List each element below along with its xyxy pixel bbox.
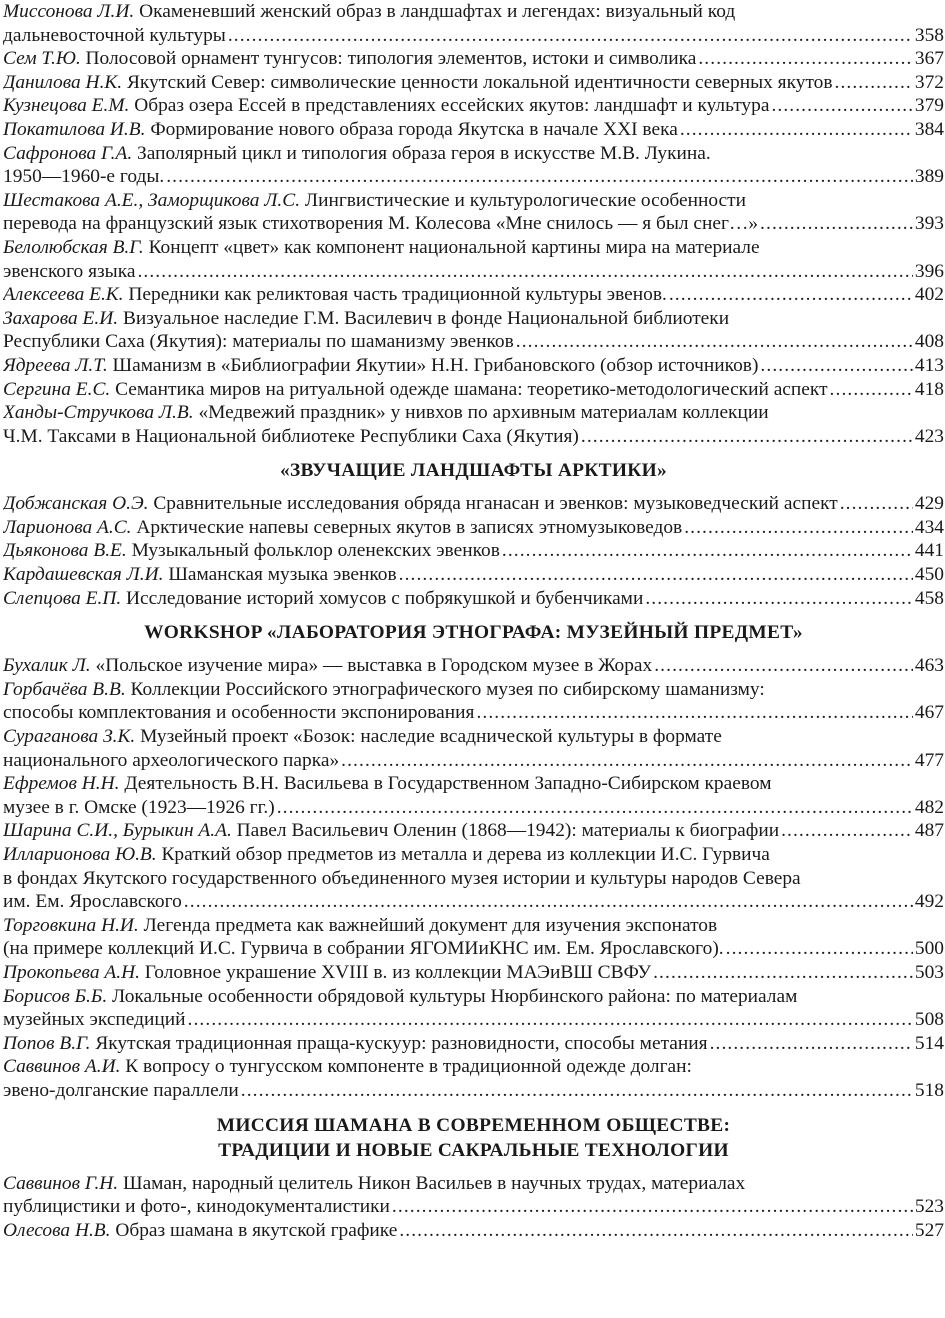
toc-entry-line xyxy=(3,47,944,71)
entry-title: Якутская традиционная праща-кускуур: разновидности, способы метания xyxy=(95,1032,708,1054)
page-number: 450 xyxy=(914,564,944,586)
toc-entry xyxy=(3,0,944,47)
page-number: 458 xyxy=(914,587,944,609)
toc-entry-line xyxy=(3,354,944,378)
entry-author: Сафронова Г.А. xyxy=(3,142,133,164)
dot-leader xyxy=(771,94,912,118)
entry-text-wrap xyxy=(3,212,758,236)
toc-entry xyxy=(3,118,944,142)
toc-entry-line xyxy=(3,985,944,1009)
toc-entry-line xyxy=(3,212,944,236)
page-number: 358 xyxy=(914,24,944,46)
entry-author: Слепцова Е.П. xyxy=(3,587,122,609)
entry-author: Саввинов А.И. xyxy=(3,1056,121,1078)
toc-entry-line xyxy=(3,142,944,166)
entry-text-wrap xyxy=(3,844,770,865)
dot-leader xyxy=(835,71,913,95)
toc-entry-line xyxy=(3,118,944,142)
entry-text-wrap xyxy=(3,819,779,843)
entry-text-wrap xyxy=(3,425,579,449)
entry-title: К вопросу о тунгусском компоненте в традиционной одежде долган: xyxy=(125,1056,692,1078)
toc-entry-line xyxy=(3,587,944,611)
entry-title: Ч.М. Таксами в Национальной библиотеке Республики Саха (Якутия) xyxy=(3,425,579,447)
table-of-contents xyxy=(3,0,944,1242)
section-heading xyxy=(3,458,944,483)
toc-entry xyxy=(3,819,944,843)
entry-author: Покатилова И.В. xyxy=(3,118,146,140)
toc-entry-line xyxy=(3,937,944,961)
page-number: 413 xyxy=(914,354,944,376)
dot-leader xyxy=(399,563,913,587)
entry-title: эвенского языка xyxy=(3,260,136,282)
entry-author: Сем Т.Ю. xyxy=(3,48,81,70)
dot-leader xyxy=(184,890,913,914)
entry-text-wrap xyxy=(3,1079,239,1103)
toc-entry-line xyxy=(3,71,944,95)
entry-title: Шаманизм в «Библиографии Якутии» Н.Н. Грибановского (обзор источников) xyxy=(112,354,759,376)
dot-leader xyxy=(188,1008,913,1032)
entry-title: Полосовой орнамент тунгусов: типология элементов, истоки и символика xyxy=(85,48,697,70)
entry-title: «Польское изучение мира» — выставка в Городском музее в Жорах xyxy=(95,655,653,677)
entry-author: Миссонова Л.И. xyxy=(3,1,135,22)
entry-author: Данилова Н.К. xyxy=(3,71,123,93)
entry-text-wrap xyxy=(3,773,771,794)
entry-title: перевода на французский язык стихотворения М. Колесова «Мне снилось — я был снег…» xyxy=(3,213,759,235)
dot-leader xyxy=(277,796,913,820)
section-heading xyxy=(3,620,944,645)
entry-text-wrap xyxy=(3,190,746,211)
entry-author: Попов В.Г. xyxy=(3,1032,91,1054)
toc-entry xyxy=(3,94,944,118)
dot-leader xyxy=(653,961,913,985)
dot-leader xyxy=(680,118,913,142)
toc-entry-line xyxy=(3,1079,944,1103)
toc-entry-line xyxy=(3,914,944,938)
toc-entry-line xyxy=(3,701,944,725)
entry-title: «Медвежий праздник» у нивхов по архивным материалам коллекции xyxy=(198,402,769,424)
toc-entry xyxy=(3,678,944,725)
toc-entry xyxy=(3,142,944,189)
entry-author: Ядреева Л.Т. xyxy=(3,354,108,376)
page-number: 503 xyxy=(914,961,944,983)
entry-text-wrap xyxy=(3,539,500,563)
toc-entry-line xyxy=(3,1032,944,1056)
page-number: 514 xyxy=(914,1032,944,1054)
entry-title: Якутский Север: символические ценности локальной идентичности северных якутов xyxy=(127,71,833,93)
page-number: 402 xyxy=(914,284,944,306)
page-number: 508 xyxy=(914,1009,944,1031)
page-number: 518 xyxy=(914,1079,944,1101)
dot-leader xyxy=(399,1219,913,1243)
page-number: 367 xyxy=(914,48,944,70)
toc-entry xyxy=(3,401,944,448)
entry-text-wrap xyxy=(3,937,724,961)
entry-text-wrap xyxy=(3,749,339,773)
page-number: 384 xyxy=(914,118,944,140)
toc-entry-line xyxy=(3,283,944,307)
toc-entry xyxy=(3,654,944,678)
toc-entry xyxy=(3,1032,944,1056)
entry-author: Сергина Е.С. xyxy=(3,378,111,400)
dot-leader xyxy=(516,330,913,354)
toc-entry-line xyxy=(3,1172,944,1196)
entry-text-wrap xyxy=(3,587,643,611)
dot-leader xyxy=(760,354,912,378)
dot-leader xyxy=(654,654,913,678)
entry-title: музее в г. Омске (1923—1926 гг.) xyxy=(3,796,275,818)
entry-text-wrap xyxy=(3,961,651,985)
entry-author: Кардашевская Л.И. xyxy=(3,564,164,586)
toc-entry xyxy=(3,378,944,402)
section-heading-line: МИССИЯ ШАМАНА В СОВРЕМЕННОМ ОБЩЕСТВЕ: xyxy=(216,1114,731,1136)
entry-title: Окаменевший женский образ в ландшафтах и легендах: визуальный код xyxy=(139,1,736,22)
entry-text-wrap xyxy=(3,726,722,747)
toc-entry xyxy=(3,283,944,307)
dot-leader xyxy=(710,1032,913,1056)
toc-entry-line xyxy=(3,819,944,843)
entry-author: Добжанская О.Э. xyxy=(3,493,149,515)
dot-leader xyxy=(502,539,913,563)
entry-text-wrap xyxy=(3,890,182,914)
toc-entry xyxy=(3,1172,944,1219)
entry-text-wrap xyxy=(3,402,769,423)
page-number: 393 xyxy=(914,213,944,235)
dot-leader xyxy=(476,701,912,725)
entry-text-wrap xyxy=(3,94,769,118)
entry-text-wrap xyxy=(3,1195,390,1219)
toc-entry xyxy=(3,516,944,540)
dot-leader xyxy=(726,937,913,961)
toc-entry-line xyxy=(3,749,944,773)
toc-entry xyxy=(3,961,944,985)
entry-author: Горбачёва В.В. xyxy=(3,678,126,700)
entry-author: Захарова Е.И. xyxy=(3,307,119,329)
toc-entry-line xyxy=(3,890,944,914)
entry-title: 1950—1960-е годы. xyxy=(3,166,165,188)
page-number: 434 xyxy=(914,516,944,538)
entry-title: Шаманская музыка эвенков xyxy=(168,564,397,586)
dot-leader xyxy=(228,24,913,48)
entry-author: Илларионова Ю.В. xyxy=(3,844,157,865)
entry-title: музейных экспедиций xyxy=(3,1009,186,1031)
entry-title: Коллекции Российского этнографического музея по сибирскому шаманизму: xyxy=(130,678,765,700)
entry-title: Республики Саха (Якутия): материалы по шаманизму эвенков xyxy=(3,331,514,353)
entry-title: Арктические напевы северных якутов в записях этномузыковедов xyxy=(136,516,683,538)
entry-text-wrap xyxy=(3,796,275,820)
toc-entry-line xyxy=(3,772,944,796)
section-heading-line: «ЗВУЧАЩИЕ ЛАНДШАФТЫ АРКТИКИ» xyxy=(279,460,668,482)
toc-entry xyxy=(3,1055,944,1102)
entry-text-wrap xyxy=(3,71,833,95)
entry-text-wrap xyxy=(3,118,678,142)
entry-title: Концепт «цвет» как компонент национальной картины мира на материале xyxy=(148,236,760,258)
entry-title: Легенда предмета как важнейший документ для изучения экспонатов xyxy=(143,914,718,936)
dot-leader xyxy=(669,283,913,307)
toc-entry-line xyxy=(3,961,944,985)
toc-entry-line xyxy=(3,425,944,449)
toc-entry xyxy=(3,189,944,236)
toc-entry-line xyxy=(3,867,944,891)
dot-leader xyxy=(840,492,913,516)
entry-text-wrap xyxy=(3,237,760,258)
toc-entry-line xyxy=(3,165,944,189)
entry-title: Заполярный цикл и типология образа героя в искусстве М.В. Лукина. xyxy=(137,142,711,164)
toc-entry xyxy=(3,772,944,819)
toc-entry-line xyxy=(3,563,944,587)
entry-text-wrap xyxy=(3,330,514,354)
toc-entry xyxy=(3,985,944,1032)
toc-entry xyxy=(3,354,944,378)
entry-text-wrap xyxy=(3,654,652,678)
dot-leader xyxy=(241,1079,913,1103)
toc-entry-line xyxy=(3,539,944,563)
entry-text-wrap xyxy=(3,915,717,936)
entry-text-wrap xyxy=(3,378,828,402)
entry-text-wrap xyxy=(3,679,765,700)
entry-title: Образ шамана в якутской графике xyxy=(115,1219,398,1241)
toc-entry-line xyxy=(3,260,944,284)
toc-entry-line xyxy=(3,654,944,678)
entry-title: дальневосточной культуры xyxy=(3,24,226,46)
entry-text-wrap xyxy=(3,260,135,284)
entry-text-wrap xyxy=(3,701,474,725)
page-number: 396 xyxy=(914,260,944,282)
entry-author: Дьяконова В.Е. xyxy=(3,540,127,562)
page-number: 477 xyxy=(914,749,944,771)
toc-entry xyxy=(3,71,944,95)
dot-leader xyxy=(830,378,913,402)
entry-title: Музыкальный фольклор оленекских эвенков xyxy=(131,540,500,562)
entry-text-wrap xyxy=(3,1173,745,1194)
toc-entry xyxy=(3,492,944,516)
entry-author: Борисов Б.Б. xyxy=(3,985,108,1007)
toc-entry xyxy=(3,843,944,914)
entry-author: Шестакова А.Е., Заморщикова Л.С. xyxy=(3,189,301,211)
entry-title: (на примере коллекций И.С. Гурвича в собрании ЯГОМИиКНС им. Ем. Ярославского). xyxy=(3,938,724,960)
toc-entry xyxy=(3,587,944,611)
entry-title: Визуальное наследие Г.М. Василевич в фонде Национальной библиотеки xyxy=(122,307,730,329)
dot-leader xyxy=(645,587,913,611)
toc-entry-line xyxy=(3,94,944,118)
page-number: 379 xyxy=(914,95,944,117)
dot-leader xyxy=(684,516,913,540)
toc-entry-line xyxy=(3,236,944,260)
toc-entry-line xyxy=(3,401,944,425)
toc-entry xyxy=(3,307,944,354)
entry-text-wrap xyxy=(3,1,735,22)
toc-entry-line xyxy=(3,24,944,48)
toc-entry-line xyxy=(3,678,944,702)
toc-entry-line xyxy=(3,330,944,354)
entry-text-wrap xyxy=(3,165,164,189)
entry-title: им. Ем. Ярославского xyxy=(3,891,182,913)
dot-leader xyxy=(760,212,913,236)
toc-entry-line xyxy=(3,1219,944,1243)
entry-author: Шарина С.И., Бурыкин А.А. xyxy=(3,820,232,842)
entry-author: Саввинов Г.Н. xyxy=(3,1172,119,1194)
toc-entry-line xyxy=(3,0,944,24)
toc-entry-line xyxy=(3,492,944,516)
entry-text-wrap xyxy=(3,283,667,307)
dot-leader xyxy=(341,749,913,773)
entry-text-wrap xyxy=(3,1008,186,1032)
entry-title: Краткий обзор предметов из металла и дерева из коллекции И.С. Гурвича xyxy=(161,844,770,865)
toc-entry xyxy=(3,539,944,563)
entry-title: публицистики и фото-, кинодокументалистики xyxy=(3,1196,390,1218)
entry-title: Сравнительные исследования обряда нганасан и эвенков: музыковедческий аспект xyxy=(153,493,838,515)
section-heading xyxy=(3,1113,944,1163)
entry-title: Павел Васильевич Оленин (1868—1942): материалы к биографии xyxy=(236,820,780,842)
page-number: 441 xyxy=(914,540,944,562)
page-number: 418 xyxy=(914,378,944,400)
dot-leader xyxy=(392,1195,913,1219)
entry-author: Олесова Н.В. xyxy=(3,1219,111,1241)
entry-author: Бухалик Л. xyxy=(3,655,91,677)
page-number: 500 xyxy=(914,938,944,960)
toc-entry-line xyxy=(3,725,944,749)
dot-leader xyxy=(137,260,912,284)
toc-entry-line xyxy=(3,1055,944,1079)
entry-author: Алексеева Е.К. xyxy=(3,284,124,306)
section-heading-line: ТРАДИЦИИ И НОВЫЕ САКРАЛЬНЫЕ ТЕХНОЛОГИИ xyxy=(218,1139,729,1161)
entry-author: Ларионова А.С. xyxy=(3,516,132,538)
page-number: 463 xyxy=(914,655,944,677)
entry-title: Шаман, народный целитель Никон Васильев в научных трудах, материалах xyxy=(123,1172,746,1194)
toc-entry-line xyxy=(3,843,944,867)
entry-text-wrap xyxy=(3,308,729,329)
entry-title: в фондах Якутского государственного объединенного музея истории и культуры народов Севера xyxy=(3,867,801,889)
page-number: 467 xyxy=(914,702,944,724)
entry-text-wrap xyxy=(3,1032,708,1056)
entry-author: Белолюбская В.Г. xyxy=(3,236,144,258)
dot-leader xyxy=(781,819,913,843)
entry-title: Образ озера Ессей в представлениях ессейских якутов: ландшафт и культура xyxy=(134,95,770,117)
toc-entry-line xyxy=(3,189,944,213)
entry-text-wrap xyxy=(3,47,696,71)
entry-title: Передники как реликтовая часть традиционной культуры эвенов. xyxy=(128,284,667,306)
toc-entry-line xyxy=(3,796,944,820)
page-number: 372 xyxy=(914,71,944,93)
dot-leader xyxy=(581,425,913,449)
toc-entry-line xyxy=(3,1195,944,1219)
toc-entry xyxy=(3,1219,944,1243)
toc-entry-line xyxy=(3,307,944,331)
entry-text-wrap xyxy=(3,492,838,516)
entry-title: Формирование нового образа города Якутска в начале XXI века xyxy=(150,118,678,140)
entry-title: Лингвистические и культурологические особенности xyxy=(304,189,747,211)
entry-text-wrap xyxy=(3,24,226,48)
page-number: 482 xyxy=(914,796,944,818)
dot-leader xyxy=(166,165,913,189)
entry-text-wrap xyxy=(3,1056,692,1077)
entry-author: Сураганова З.К. xyxy=(3,726,136,748)
toc-entry-line xyxy=(3,1008,944,1032)
page-number: 429 xyxy=(914,493,944,515)
entry-title: Локальные особенности обрядовой культуры Нюрбинского района: по материалам xyxy=(112,985,798,1007)
toc-entry xyxy=(3,563,944,587)
page-number: 527 xyxy=(914,1219,944,1241)
entry-title: эвено-долганские параллели xyxy=(3,1079,239,1101)
toc-entry xyxy=(3,725,944,772)
dot-leader xyxy=(698,47,913,71)
entry-title: Семантика миров на ритуальной одежде шамана: теоретико-методологический аспект xyxy=(115,378,828,400)
entry-text-wrap xyxy=(3,563,397,587)
section-heading-line: WORKSHOP «ЛАБОРАТОРИЯ ЭТНОГРАФА: МУЗЕЙНЫЙ ПРЕДМЕТ» xyxy=(144,622,803,644)
entry-text-wrap xyxy=(3,354,758,378)
entry-text-wrap xyxy=(3,516,682,540)
entry-author: Кузнецова Е.М. xyxy=(3,95,130,117)
entry-author: Ханды-Стручкова Л.В. xyxy=(3,402,194,424)
entry-text-wrap xyxy=(3,143,711,164)
entry-title: Деятельность В.Н. Васильева в Государственном Западно-Сибирском краевом xyxy=(124,773,772,795)
entry-text-wrap xyxy=(3,868,801,889)
page-number: 423 xyxy=(914,425,944,447)
entry-title: Музейный проект «Бозок: наследие всаднической культуры в формате xyxy=(140,726,722,748)
entry-title: национального археологического парка» xyxy=(3,749,340,771)
toc-entry-line xyxy=(3,516,944,540)
toc-entry-line xyxy=(3,378,944,402)
entry-title: способы комплектования и особенности экспонирования xyxy=(3,702,475,724)
entry-title: Головное украшение XVIII в. из коллекции МАЭиВШ СВФУ xyxy=(144,961,652,983)
page-number: 487 xyxy=(914,820,944,842)
entry-title: Исследование историй хомусов с побрякушкой и бубенчиками xyxy=(126,587,644,609)
page-number: 492 xyxy=(914,891,944,913)
entry-text-wrap xyxy=(3,1219,397,1243)
page-number: 389 xyxy=(914,166,944,188)
entry-text-wrap xyxy=(3,986,797,1007)
toc-entry xyxy=(3,914,944,961)
toc-entry xyxy=(3,47,944,71)
entry-author: Ефремов Н.Н. xyxy=(3,773,120,795)
page-number: 523 xyxy=(914,1196,944,1218)
toc-entry xyxy=(3,236,944,283)
page-number: 408 xyxy=(914,331,944,353)
entry-author: Торговкина Н.И. xyxy=(3,914,139,936)
entry-author: Прокопьева А.Н. xyxy=(3,961,140,983)
